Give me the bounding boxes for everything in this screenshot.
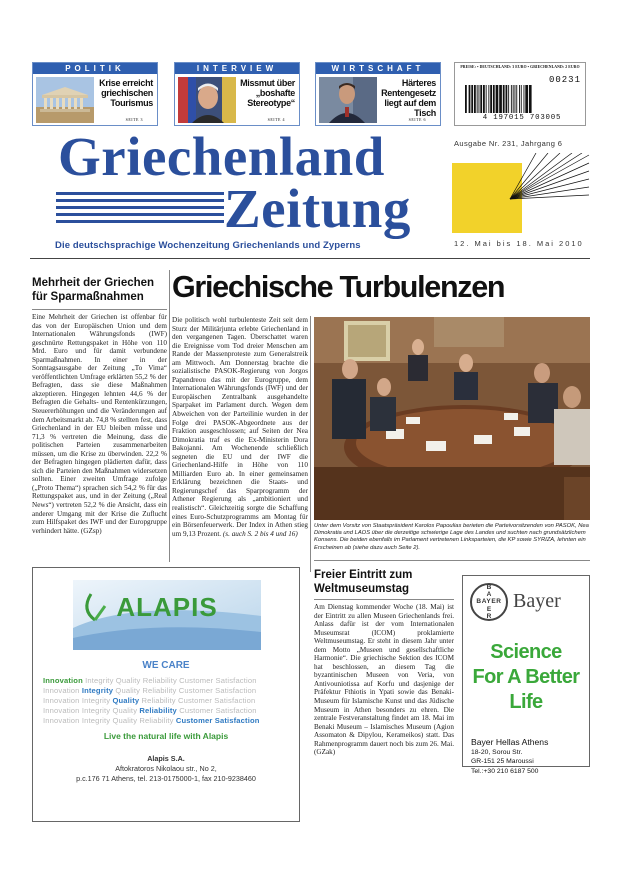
bayer-street: 18-20, Sorou Str. (471, 749, 523, 756)
masthead-title-line2: Zeitung (224, 178, 411, 239)
main-article-text: Die politisch wohl turbulenteste Zeit seit dem Sturz der Militärjunta erlebte Griechenland in den vergangenen Tagen. Überschattet waren die Ereignisse vom Tod dreier Menschen am Rande der Massenproteste zum Generalstreik am Mittwoch. Am Donnerstag brachte die sozialistische PASOK-Regierung von Jorgos Papandreou das mit der Eurogruppe, dem Internationalen Währungsfonds (IWF) und der Europäischen Zentralbank ausgehandelte Sparpaket im Parlament durch. Wegen dem Abweichen von der Parteilinie wurden in der Folge drei PASOK-Abgeordnete aus der Fraktion ausgeschlossen; auf Seiten der Nea Dimokratia traf es die Ex-Ministerin Dora Bakojanni. Am Wochenende schließlich segneten die EU und der IWF die Griechenland-Hilfe in Höhe von 110 Milliarden Euro ab. In einer gemeinsamen Erklärung bezeichnen die Staats- und Regierungschef das Sparprogramm der Athener Regierung als „ambitioniert und realistisch“. Gleichzeitig sorgte die Schaffung eines Euro-Schutzprogramms am Montag für ein Börsenfeuerwerk. Der Index in Athen stieg um 9,13 Prozent. (172, 316, 308, 538)
bayer-phone: Tel.:+30 210 6187 500 (471, 767, 539, 775)
left-article-headline: Mehrheit der Griechen für Sparmaßnahmen (32, 277, 155, 303)
portrait-image (178, 77, 236, 123)
main-headline: Griechische Turbulenzen (172, 270, 505, 304)
values-matrix: Innovation Integrity Quality Reliability Customer Satisfaction Innovation Integrity Quality Reliability Customer Satisfaction Innovation Integrity Quality Reliability Customer Satisfaction Innovation Integrity Quality Reliability Customer Satisfaction Innovation Integrity Quality Reliability Customer Satisfaction (43, 676, 260, 725)
bayer-cross-vertical: B A E R (486, 584, 492, 620)
column-divider-left (169, 270, 170, 562)
teaser-section: WIRTSCHAFT (316, 63, 440, 74)
bayer-slogan: Science For A Better Life (472, 641, 580, 713)
barcode-stripes (463, 85, 581, 113)
meeting-photo (314, 317, 590, 520)
bayer-brand: Bayer (513, 590, 561, 612)
photo-caption: Unter dem Vorsitz von Staatspräsident Karolos Papoulias berieten die Parteivorsitzenden von PASOK, Nea Dimokratia und LAOS über die derzeitige schwierige Lage des Landes und suchten nach grundsätzlichem Konsens. Die beiden ebenfalls im Parlament vertretenen Linksparteien, die KP sowie SYRIZA, lehnten ein Erscheinen ab (siehe dazu auch Seite 2). (314, 523, 589, 551)
bayer-address (471, 736, 548, 776)
alapis-slogan: Live the natural life with Alapis (103, 731, 229, 741)
alapis-logo-text: ALAPIS (116, 592, 218, 622)
see-also-ref: (s. auch S. 2 bis 4 und 16) (221, 529, 298, 538)
teaser-section: INTERVIEW (175, 63, 299, 74)
right-article-body: Am Dienstag kommender Woche (18. Mai) ist der Eintritt zu allen Museen Griechenlands frei. Anlass dafür ist der vom Internationalen Museumsrat (ICOM) proklamierte Weltmuseumstag. Er steht in diesem Jahr unter dem Motto „Museen und gesellschaftliche Harmonie“. Die griechische Sektion des ICOM hat beschlossen, an diesem Tag die byzantinischen Museen von Veria, von Antivouniotissa auf Korfu und dasjenige der Präfektur Fthiotis in Ypati sowie das Benaki-Museum für Islamische Kunst und das Jüdische Museum in Athen besonders zu ehren. Die zentrale Festveranstaltung findet am 18. Mai im Benaki Museum – Islamisches Museum (Agion Assomaton & Dipylou, Kerameikos) statt. Das Rahmenprogramm dauert noch bis zum 26. Mai. (GZak) (314, 603, 454, 757)
alapis-contact: p.c.176 71 Athens, tel. 213-0175000-1, fax 210-9238460 (76, 774, 256, 783)
issue-dates: 12. Mai bis 18. Mai 2010 (454, 239, 584, 248)
main-article-body (172, 316, 308, 538)
alapis-street: Aftokratoros Nikolaou str., No 2, (115, 764, 217, 773)
teaser-wirtschaft[interactable] (315, 62, 441, 126)
right-headline-rule (314, 599, 454, 600)
issue-number: Ausgabe Nr. 231, Jahrgang 6 (454, 139, 563, 148)
bayer-company: Bayer Hellas Athens (471, 737, 549, 747)
value-word: Reliability (139, 706, 177, 715)
teaser-title: Härteres Rentengesetz liegt auf dem Tisch (381, 78, 436, 118)
barcode-box (454, 62, 586, 126)
teaser-title: Krise erreicht griechischen Tourismus (99, 78, 153, 108)
value-word: Customer Satisfaction (175, 716, 260, 725)
bayer-city: GR-151 25 Maroussi (471, 758, 534, 766)
caption-rule (314, 560, 590, 561)
masthead-subtitle: Die deutschsprachige Wochenzeitung Griechenlands und Zyperns (55, 240, 361, 251)
minister-image (319, 77, 377, 123)
masthead-title-line1: Griechenland (58, 126, 385, 187)
we-care-heading: WE CARE (142, 660, 190, 671)
teaser-page: SEITE 3 (125, 117, 143, 122)
value-word: Quality (112, 696, 140, 705)
right-article-headline: Freier Eintritt zum Weltmuseumstag (314, 569, 413, 595)
bayer-ad[interactable] (462, 575, 590, 775)
price-note: PREISE: • DEUTSCHLAND: 3 EURO • GRIECHENLAND: 2 EURO (460, 65, 580, 69)
issue-code: 00231 (548, 75, 581, 85)
column-divider-main (310, 316, 311, 572)
teaser-section: POLITIK (33, 63, 157, 74)
teaser-page: SEITE 4 (267, 117, 285, 122)
left-article-body: Eine Mehrheit der Griechen ist offenbar für das von der Europäischen Union und dem Internationalen Währungsfonds (IWF) geschnürte Rettungspaket in Höhe von 110 Mrd. Euro und für damit verbundene Sparmaßnahmen. In einer in der Sonntagsausgabe der Zeitung „To Vima“ veröffentlichten Umfrage erklärten 55,2 % der Befragten, dass sie diese Maßnahmen akzeptieren. Hingegen lehnten 44,6 % der Befragten die Gehalts- und Rentenkürzungen, Steuererhöhungen und die Veränderungen auf dem Arbeitsmarkt ab. 74,8 % stellten fest, dass Griechenland in der EU bleiben müsse und 71,3 % vertreten die Meinung, dass die politischen Parteien zusammenarbeiten müssen, um die Krise zu überwinden. 22,2 % der Befragten hingegen plädierten dafür, dass sich die Parteien den Maßnahmen widersetzen sollten. Einer zweiten Umfrage zufolge („Proto Thema“) sprachen sich 54,2 % für das Rettungspaket aus, und in der Zeitung („Real News“) vertreten 52,2 % die Ansicht, dass ein anderer Umgang mit der Krise die Zuflucht zum Hilfspaket des IWF und der Europgruppe verhindert hätte. (GZsp) (32, 313, 167, 535)
teaser-interview[interactable] (174, 62, 300, 126)
value-word: Innovation (43, 676, 83, 685)
acropolis-image (36, 77, 94, 123)
teaser-politik[interactable] (32, 62, 158, 126)
left-headline-rule (32, 309, 167, 310)
masthead-rule (30, 258, 590, 259)
barcode-digits: 4 197015 703005 (482, 114, 562, 122)
sunburst-logo (452, 153, 590, 233)
value-word: Integrity (81, 686, 114, 695)
teaser-page: SEITE 6 (408, 117, 426, 122)
alapis-ad[interactable] (32, 567, 300, 822)
alapis-company: Alapis S.A. (147, 754, 185, 763)
teaser-title: Missmut über „boshafte Stereotype“ (240, 78, 295, 108)
bayer-cross-horizontal: BAYER (476, 598, 502, 605)
alapis-address (33, 754, 299, 784)
masthead-stripes (56, 190, 224, 230)
